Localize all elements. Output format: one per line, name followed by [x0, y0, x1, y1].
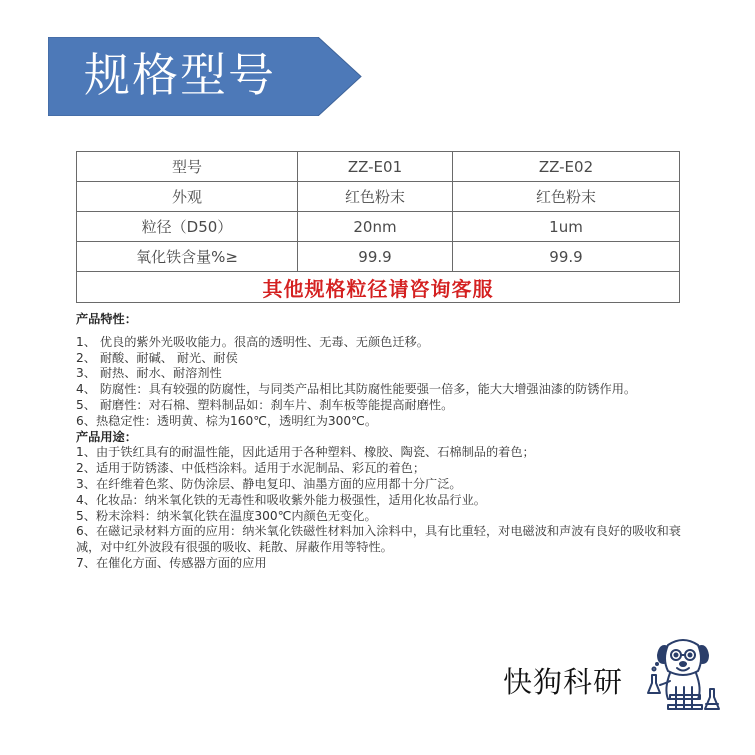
- table-cell: 氧化铁含量%≥: [77, 242, 298, 272]
- lab-dog-icon: [646, 633, 722, 719]
- brand-name: 快狗科研: [503, 665, 624, 699]
- table-header-cell: ZZ-E02: [453, 152, 680, 182]
- table-cell: 20nm: [298, 212, 453, 242]
- table-row: [77, 212, 680, 242]
- table-cell: 外观: [77, 182, 298, 212]
- feature-item: 4、 防腐性：具有较强的防腐性，与同类产品相比其防腐性能要强一倍多，能大大增强油漆的防锈作用。: [76, 382, 637, 397]
- use-item: 5、粉末涂料：纳米氧化铁在温度300℃内颜色无变化。: [76, 508, 377, 523]
- use-item: 3、在纤维着色浆、防伪涂层、静电复印、油墨方面的应用都十分广泛。: [76, 476, 462, 491]
- features-heading: 产品特性：: [76, 312, 137, 326]
- use-item: 2、适用于防锈漆、中低档涂料。适用于水泥制品、彩瓦的着色；: [76, 461, 426, 476]
- table-cell: 1um: [453, 212, 680, 242]
- use-item: 1、由于铁红具有的耐温性能，因此适用于各种塑料、橡胶、陶瓷、石棉制品的着色；: [76, 445, 535, 460]
- feature-item: 1、 优良的紫外光吸收能力。很高的透明性、无毒、无颜色迁移。: [76, 334, 429, 349]
- feature-item: 2、 耐酸、耐碱、 耐光、耐侯: [76, 350, 238, 365]
- feature-item: 6、热稳定性：透明黄、棕为160℃，透明红为300℃。: [76, 413, 378, 428]
- uses-heading: 产品用途：: [76, 429, 137, 444]
- table-cell: 粒径（D50）: [77, 212, 298, 242]
- table-cell: 99.9: [453, 242, 680, 272]
- feature-item: 5、 耐磨性：对石棉、塑料制品如：刹车片、刹车板等能提高耐磨性。: [76, 397, 454, 412]
- table-note-row: [77, 272, 680, 303]
- table-cell: 99.9: [298, 242, 453, 272]
- table-header-cell: ZZ-E01: [298, 152, 453, 182]
- spec-table: [76, 151, 680, 303]
- banner-title: 规格型号: [84, 48, 276, 102]
- table-cell: 红色粉末: [298, 182, 453, 212]
- feature-item: 3、 耐热、耐水、耐溶剂性: [76, 366, 222, 381]
- title-banner: [48, 37, 362, 116]
- table-row: [77, 242, 680, 272]
- product-description: [76, 312, 688, 572]
- table-note: 其他规格粒径请咨询客服: [77, 272, 680, 303]
- table-row: [77, 182, 680, 212]
- table-cell: 红色粉末: [453, 182, 680, 212]
- use-item: 7、在催化方面、传感器方面的应用: [76, 555, 267, 570]
- table-header-row: [77, 152, 680, 182]
- use-item: 4、化妆品：纳米氧化铁的无毒性和吸收紫外能力极强性，适用化妆品行业。: [76, 492, 486, 507]
- use-item: 6、在磁记录材料方面的应用：纳米氧化铁磁性材料加入涂料中，具有比重轻，对电磁波和声波有良好的吸收和衰减，对中红外波段有很强的吸收、耗散、屏蔽作用等特性。: [76, 524, 681, 555]
- table-header-cell: 型号: [77, 152, 298, 182]
